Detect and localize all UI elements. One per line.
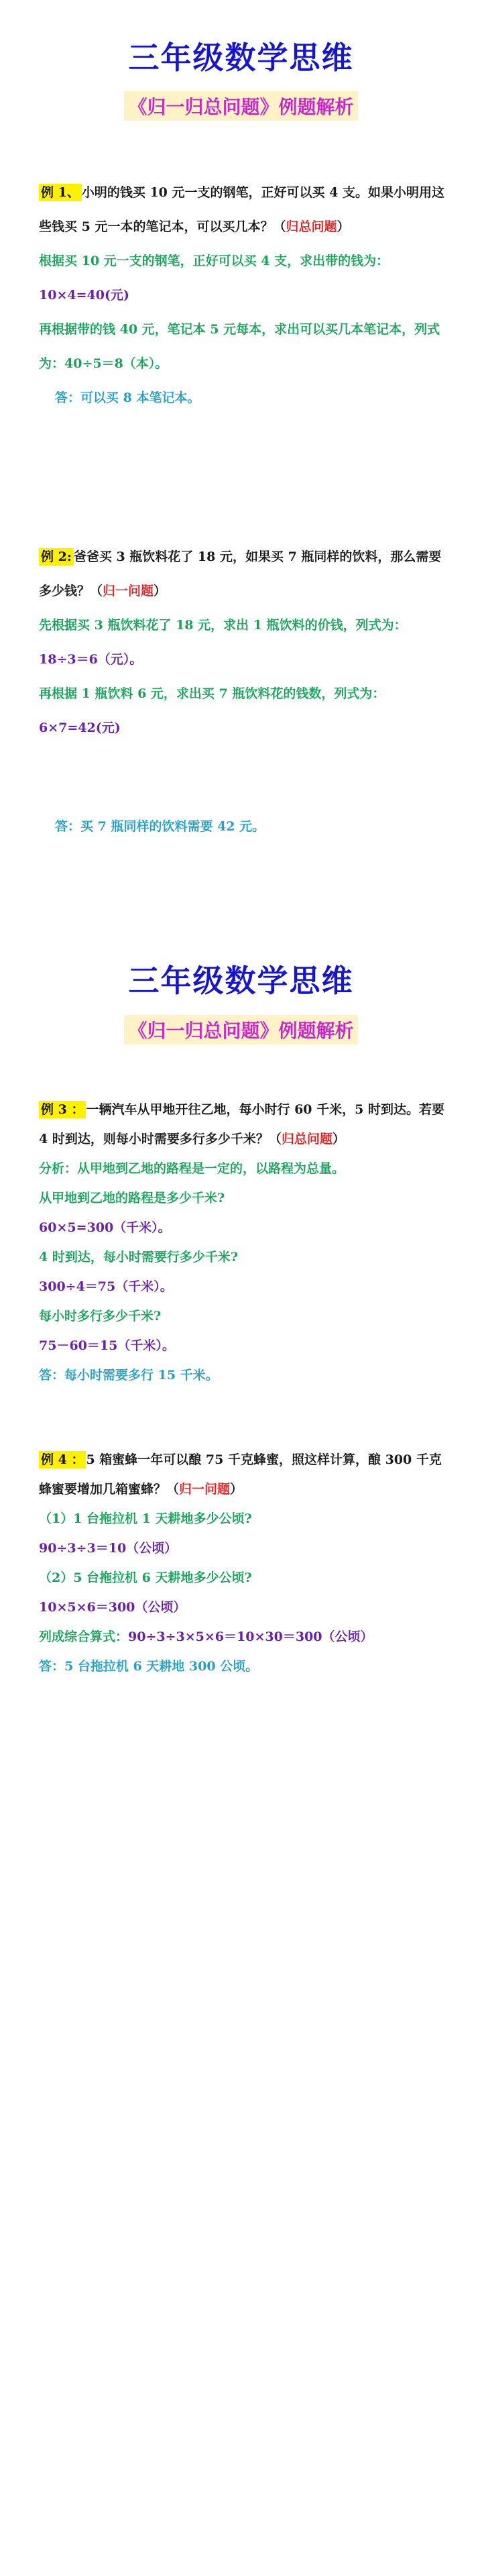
page-title: 三年级数学思维 <box>128 40 354 76</box>
example-1-answer: 答：可以买 8 本笔记本。 <box>55 390 200 405</box>
example-1-label: 例 1、 <box>39 184 82 201</box>
example-3-question-2: 从甲地到乙地的路程是多少千米? <box>39 1191 225 1205</box>
example-1-text: 小明的钱买 10 元一支的钢笔，正好可以买 4 支。如果小明用这些钱买 5 元一本的笔记本，可以买几本？（ <box>39 185 444 234</box>
example-2-label: 例 2: <box>39 548 74 566</box>
section-2 <box>0 926 482 1851</box>
example-4-combined <box>39 1622 448 1652</box>
subtitle-wrap-2 <box>0 1015 482 1044</box>
example-4-formula-1: 90÷3÷3＝10（公顷） <box>39 1541 178 1556</box>
example-1-step-1: 根据买 10 元一支的钢笔，正好可以买 4 支，求出带的钱为： <box>39 254 389 268</box>
example-4-formula-2: 10×5×6＝300（公顷） <box>39 1600 186 1615</box>
example-1-question <box>39 176 448 244</box>
page-subtitle: 《归一归总问题》例题解析 <box>124 91 357 121</box>
example-4-tag: 归一问题 <box>179 1482 231 1497</box>
example-4-question <box>39 1445 448 1504</box>
example-4-answer: 答：5 台拖拉机 6 天耕地 300 公顷。 <box>39 1659 259 1674</box>
example-4-sub-question-2: （2）5 台拖拉机 6 天耕地多少公顷? <box>39 1570 252 1585</box>
example-3-tag: 归总问题 <box>281 1132 333 1146</box>
example-4-label: 例 4 ： <box>39 1451 86 1468</box>
example-2-step-2: 再根据 1 瓶饮料 6 元，求出买 7 瓶饮料花的钱数，列式为： <box>39 686 385 701</box>
example-2-formula-1: 18÷3＝6（元）。 <box>39 652 143 667</box>
example-4-sub-question-1: （1）1 台拖拉机 1 天耕地多少公顷? <box>39 1511 252 1526</box>
subtitle-wrap <box>0 91 482 121</box>
example-4-combined-label: 列成综合算式： <box>39 1629 129 1644</box>
example-1-tag: 归总问题 <box>286 219 337 234</box>
example-3-formula-2: 300÷4＝75（千米）。 <box>39 1279 173 1294</box>
example-3-analysis: 分析：从甲地到乙地的路程是一定的，以路程为总量。 <box>39 1161 345 1176</box>
example-2-tag-close: ） <box>154 584 167 598</box>
example-3-question-4: 每小时多行多少千米? <box>39 1309 162 1324</box>
page-title-2: 三年级数学思维 <box>128 963 354 999</box>
example-2-question <box>39 540 448 608</box>
example-2-formula-2: 6×7=42(元) <box>39 720 121 735</box>
example-2 <box>39 540 448 844</box>
example-4-combined-formula: 90÷3÷3×5×6＝10×30＝300（公顷） <box>128 1629 373 1644</box>
example-1-step-2: 再根据带的钱 40 元，笔记本 5 元每本，求出可以买几本笔记本，列式为：40÷5＝8（本）。 <box>39 322 440 371</box>
section-1 <box>0 0 482 926</box>
example-3-text: 一辆汽车从甲地开往乙地，每小时行 60 千米，5 时到达。若要 4 时到达，则每小时需要多行多少千米？ <box>39 1102 444 1146</box>
example-3 <box>39 1095 448 1390</box>
example-1-tag-close: ） <box>337 219 350 234</box>
example-1-formula-1: 10×4=40(元) <box>39 288 129 303</box>
example-3-formula-3: 75－60＝15（千米）。 <box>39 1338 175 1353</box>
page-subtitle-2: 《归一归总问题》例题解析 <box>124 1015 357 1044</box>
example-2-answer: 答：买 7 瓶同样的饮料需要 42 元。 <box>55 819 265 834</box>
example-3-tag-open: （ <box>268 1132 282 1146</box>
example-4-tag-close: ） <box>230 1482 243 1497</box>
example-3-question <box>39 1095 448 1154</box>
example-3-question-3: 4 时到达，每小时需要行多少千米? <box>39 1250 238 1265</box>
example-3-formula-1: 60×5=300（千米）。 <box>39 1220 171 1235</box>
example-4 <box>39 1445 448 1681</box>
example-1 <box>39 176 448 415</box>
example-4-text: 5 箱蜜蜂一年可以酿 75 千克蜂蜜，照这样计算，酿 300 千克蜂蜜要增加几箱蜜蜂？（ <box>39 1452 442 1497</box>
example-3-answer: 答：每小时需要多行 15 千米。 <box>39 1368 219 1383</box>
example-3-tag-close: ） <box>332 1132 345 1146</box>
example-3-label: 例 3 ： <box>39 1101 86 1118</box>
example-2-step-1: 先根据买 3 瓶饮料花了 18 元，求出 1 瓶饮料的价钱，列式为： <box>39 618 407 633</box>
example-2-tag: 归一问题 <box>103 584 154 598</box>
example-2-text: 爸爸买 3 瓶饮料花了 18 元，如果买 7 瓶同样的饮料，那么需要多少钱？（ <box>39 549 442 598</box>
